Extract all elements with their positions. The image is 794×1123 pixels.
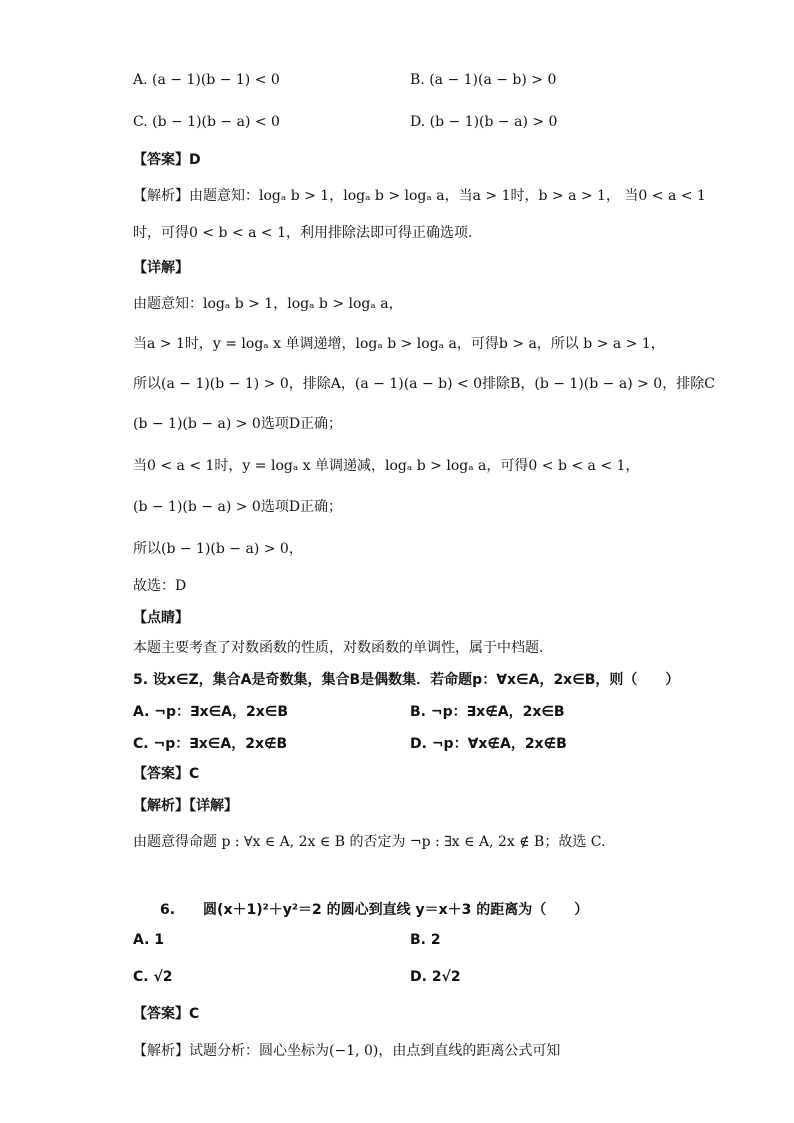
text-line: 由题意知：logₐ b > 1，logₐ b > logₐ a， [133,296,403,312]
text-line: 当0 < a < 1时，y = logₐ x 单调递减，logₐ b > logₐ a，可得0 < b < a < 1， [133,458,640,474]
right-text-line: B. 2 [410,932,441,948]
text-line: 【解析】试题分析：圆心坐标为(−1, 0)，由点到直线的距离公式可知 [133,1043,561,1059]
text-line: 由题意得命题 p : ∀x ∈ A, 2x ∈ B 的否定为 ¬p : ∃x ∈ A, 2x ∉ B；故选 C. [133,834,606,850]
right-text-line: B. (a − 1)(a − b) > 0 [410,72,557,88]
right-text-line: D. (b − 1)(b − a) > 0 [410,114,558,130]
text-line: 所以(b − 1)(b − a) > 0， [133,541,303,557]
text-line: 本题主要考查了对数函数的性质，对数函数的单调性，属于中档题. [133,640,544,656]
text-line: 【解析】【详解】 [133,798,238,814]
text-line: C. (b − 1)(b − a) < 0 [133,114,280,130]
right-text-line: D. 2√2 [410,969,461,985]
text-line: 所以(a − 1)(b − 1) > 0，排除A，(a − 1)(a − b) < 0排除B，(b − 1)(b − a) > 0，排除C [133,376,715,392]
text-line: A. 1 [133,932,165,948]
text-line: A. ¬p：∃x∈A，2x∈B [133,704,289,720]
text-line: 5. 设x∈Z，集合A是奇数集，集合B是偶数集．若命题p：∀x∈A，2x∈B，则（ ） [133,672,680,688]
right-text-line: B. ¬p：∃x∉A，2x∈B [410,704,565,720]
text-line: 【详解】 [133,260,189,276]
text-line: 时，可得0 < b < a < 1，利用排除法即可得正确选项. [133,225,473,241]
right-text-line: D. ¬p：∀x∉A，2x∉B [410,736,567,752]
text-line: 【答案】C [133,766,200,782]
text-line: 【答案】D [133,152,201,168]
text-line: (b − 1)(b − a) > 0选项D正确； [133,416,343,432]
text-line: 当a > 1时，y = logₐ x 单调递增，logₐ b > logₐ a，可得b > a，所以 b > a > 1， [133,336,665,352]
text-line: 【点睛】 [133,610,189,626]
text-line: C. ¬p：∃x∈A，2x∉B [133,736,288,752]
text-line: C. √2 [133,969,173,985]
text-line: 6. 圆(x＋1)²＋y²＝2 的圆心到直线 y＝x＋3 的距离为（ ） [160,902,589,918]
text-line: (b − 1)(b − a) > 0选项D正确； [133,499,343,515]
text-line: A. (a − 1)(b − 1) < 0 [133,72,280,88]
text-line: 故选：D [133,578,187,594]
text-line: 【解析】由题意知：logₐ b > 1，logₐ b > logₐ a，当a > 1时，b > a > 1， 当0 < a < 1 [133,188,706,204]
text-line: 【答案】C [133,1006,200,1022]
